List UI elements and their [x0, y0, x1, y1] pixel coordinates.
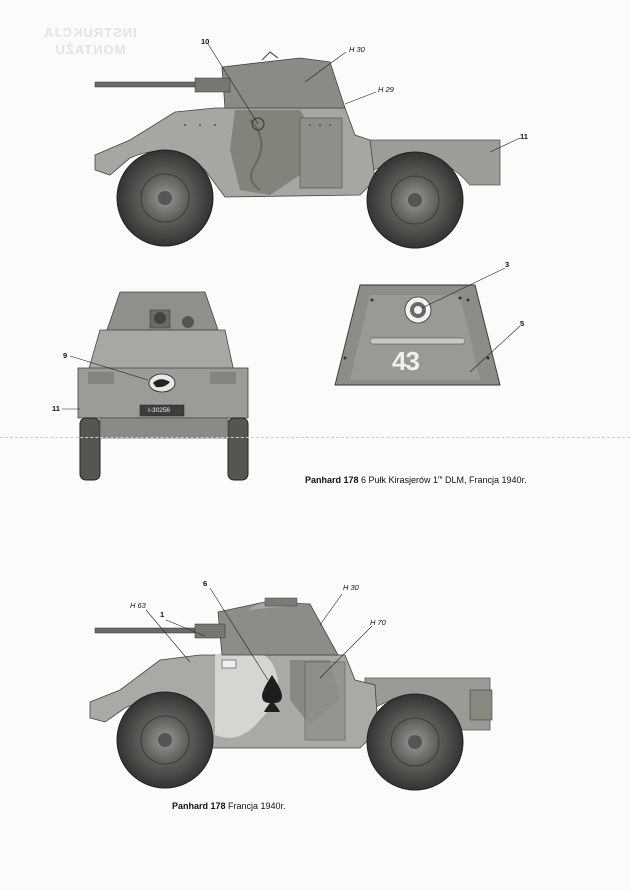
label-6: 6	[203, 579, 208, 588]
label-11-front: 11	[52, 404, 60, 413]
fold-line	[0, 437, 630, 438]
caption-1-text-a: 6 Pułk Kirasjerów 1	[358, 475, 439, 485]
label-11-side: 11	[520, 132, 528, 141]
front-view-vehicle	[78, 292, 248, 480]
side-view-vehicle-1	[95, 52, 500, 248]
caption-scheme-2	[172, 801, 286, 812]
label-h70: H 70	[370, 618, 386, 627]
side-view-vehicle-2	[90, 598, 492, 790]
label-h63: H 63	[130, 601, 146, 610]
caption-1-model: Panhard 178	[305, 475, 359, 485]
label-3: 3	[505, 260, 510, 269]
caption-scheme-1	[305, 473, 527, 486]
watermark-line-2: MONTAŻU	[54, 42, 126, 57]
registration-plate: I-30256	[148, 407, 171, 414]
caption-2-text: Francja 1940r.	[225, 801, 286, 811]
label-h30: H 30	[349, 45, 365, 54]
label-1: 1	[160, 610, 165, 619]
label-h29: H 29	[378, 85, 394, 94]
label-10: 10	[201, 37, 210, 46]
caption-1-sup: re	[438, 475, 443, 481]
caption-1-text-b: DLM, Francja 1940r.	[442, 475, 527, 485]
label-5: 5	[520, 319, 525, 328]
caption-2-model: Panhard 178	[172, 801, 226, 811]
label-h30-2: H 30	[343, 583, 359, 592]
watermark-line-1: INSTRUKCJA	[43, 25, 137, 40]
tactical-number: 43	[392, 346, 419, 376]
label-9: 9	[63, 351, 68, 360]
